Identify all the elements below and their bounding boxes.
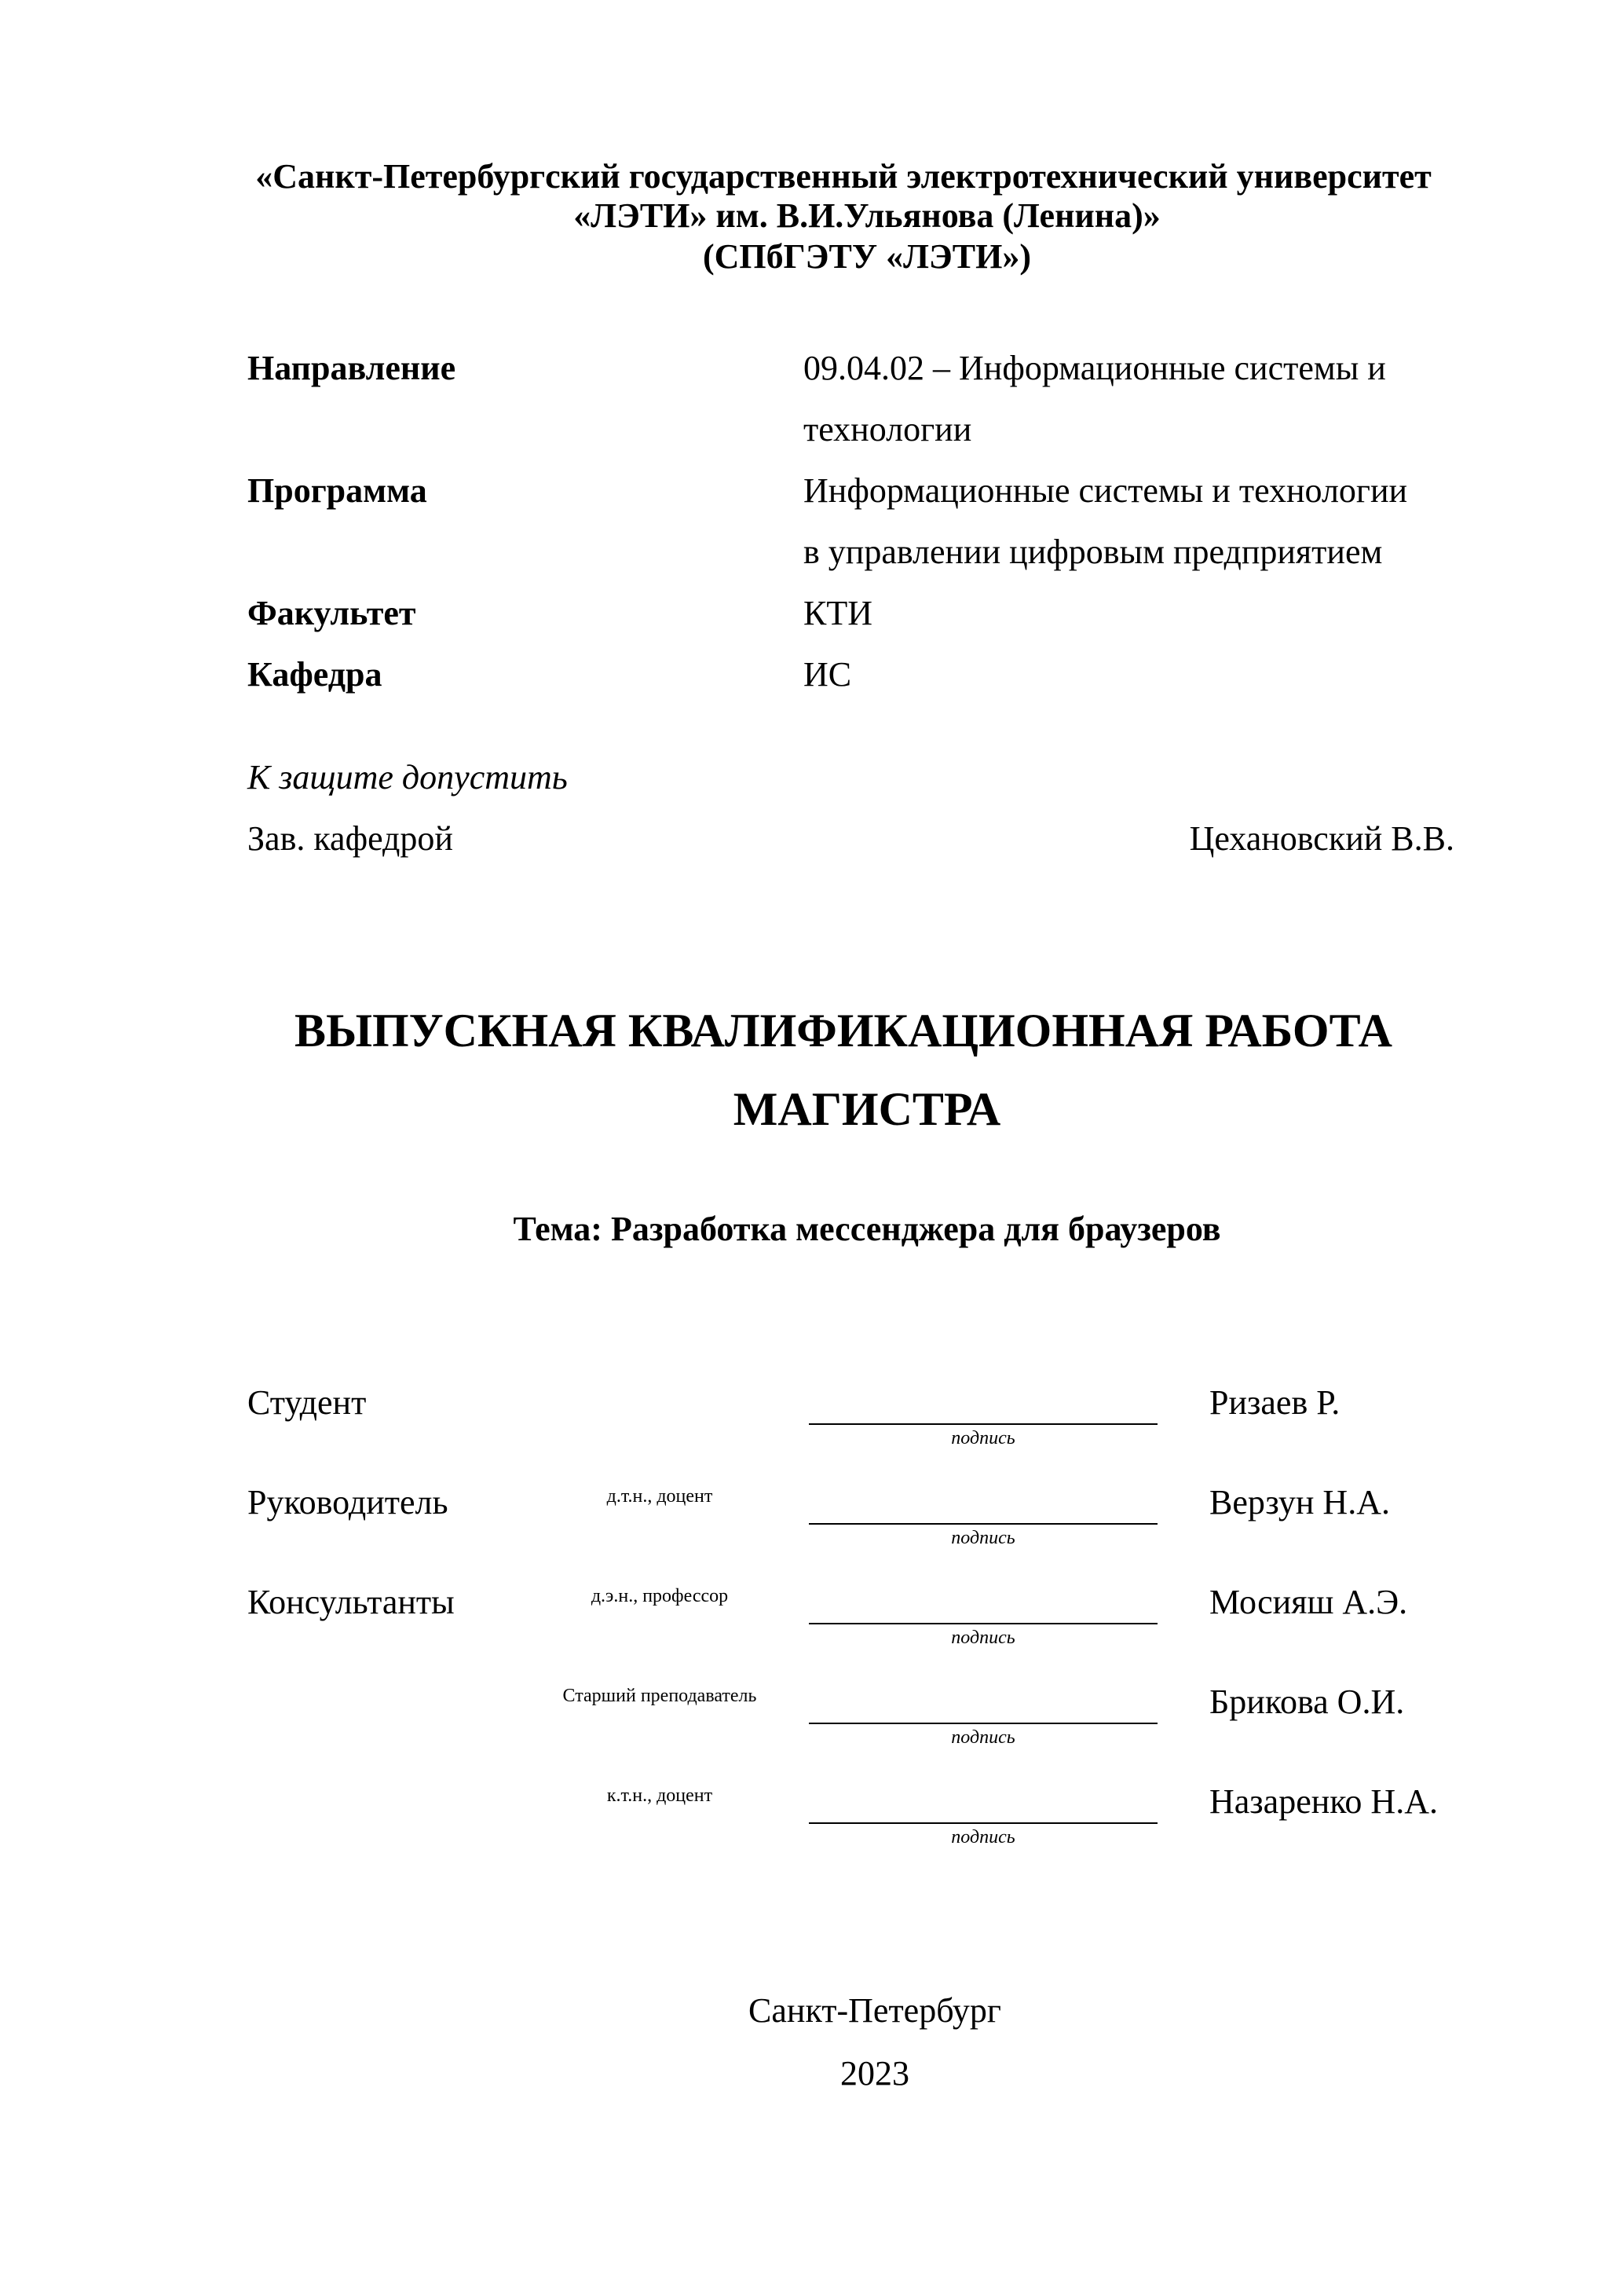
signature-role-consultants: Консультанты bbox=[247, 1583, 455, 1621]
signature-name-supervisor: Верзун Н.А. bbox=[1209, 1483, 1390, 1522]
signature-name-consultant-1: Мосияш А.Э. bbox=[1209, 1583, 1408, 1621]
info-label-faculty: Факультет bbox=[247, 594, 416, 632]
signature-name-student: Ризаев Р. bbox=[1209, 1383, 1341, 1422]
signature-line-consultant-1 bbox=[809, 1623, 1158, 1624]
info-label-direction: Направление bbox=[247, 349, 456, 387]
signature-degree-consultant-2: Старший преподаватель bbox=[562, 1686, 757, 1706]
signature-line-student bbox=[809, 1423, 1158, 1425]
signature-name-consultant-2: Брикова О.И. bbox=[1209, 1683, 1405, 1721]
signature-caption: подпись bbox=[951, 1628, 1015, 1648]
thesis-topic: Тема: Разработка мессенджера для браузеров bbox=[513, 1210, 1221, 1248]
thesis-title-line-2: МАГИСТРА bbox=[733, 1083, 1001, 1135]
university-name-line-1: «Санкт-Петербургский государственный электротехнический университет bbox=[255, 157, 1432, 196]
footer-year: 2023 bbox=[840, 2054, 909, 2093]
signature-line-consultant-3 bbox=[809, 1822, 1158, 1824]
info-label-program: Программа bbox=[247, 471, 427, 510]
info-value-direction-line-1: 09.04.02 – Информационные системы и bbox=[803, 349, 1386, 387]
signature-caption: подпись bbox=[951, 1528, 1015, 1548]
info-value-direction-line-2: технологии bbox=[803, 410, 972, 449]
university-name-line-2: «ЛЭТИ» им. В.И.Ульянова (Ленина)» bbox=[573, 196, 1161, 235]
signature-caption: подпись bbox=[951, 1428, 1015, 1448]
signature-degree-consultant-1: д.э.н., профессор bbox=[591, 1586, 729, 1606]
info-label-department: Кафедра bbox=[247, 655, 382, 694]
signature-name-consultant-3: Назаренко Н.А. bbox=[1209, 1782, 1438, 1821]
signature-degree-consultant-3: к.т.н., доцент bbox=[606, 1785, 713, 1806]
signature-caption: подпись bbox=[951, 1727, 1015, 1748]
signature-line-supervisor bbox=[809, 1523, 1158, 1525]
university-abbreviation: (СПбГЭТУ «ЛЭТИ») bbox=[703, 237, 1031, 276]
signature-caption: подпись bbox=[951, 1827, 1015, 1847]
admit-to-defense: К защите допустить bbox=[247, 758, 568, 796]
info-value-department: ИС bbox=[803, 655, 852, 694]
thesis-title-line-1: ВЫПУСКНАЯ КВАЛИФИКАЦИОННАЯ РАБОТА bbox=[294, 1005, 1392, 1056]
footer-city: Санкт-Петербург bbox=[748, 1991, 1001, 2030]
signature-line-consultant-2 bbox=[809, 1723, 1158, 1724]
info-value-program-line-1: Информационные системы и технологии bbox=[803, 471, 1408, 510]
signature-role-supervisor: Руководитель bbox=[247, 1483, 448, 1522]
head-of-department-name: Цехановский В.В. bbox=[1189, 819, 1454, 858]
info-value-faculty: КТИ bbox=[803, 594, 872, 632]
signature-degree-supervisor: д.т.н., доцент bbox=[606, 1486, 713, 1507]
head-of-department-label: Зав. кафедрой bbox=[247, 819, 453, 858]
info-value-program-line-2: в управлении цифровым предприятием bbox=[803, 533, 1383, 571]
signature-role-student: Студент bbox=[247, 1383, 367, 1422]
